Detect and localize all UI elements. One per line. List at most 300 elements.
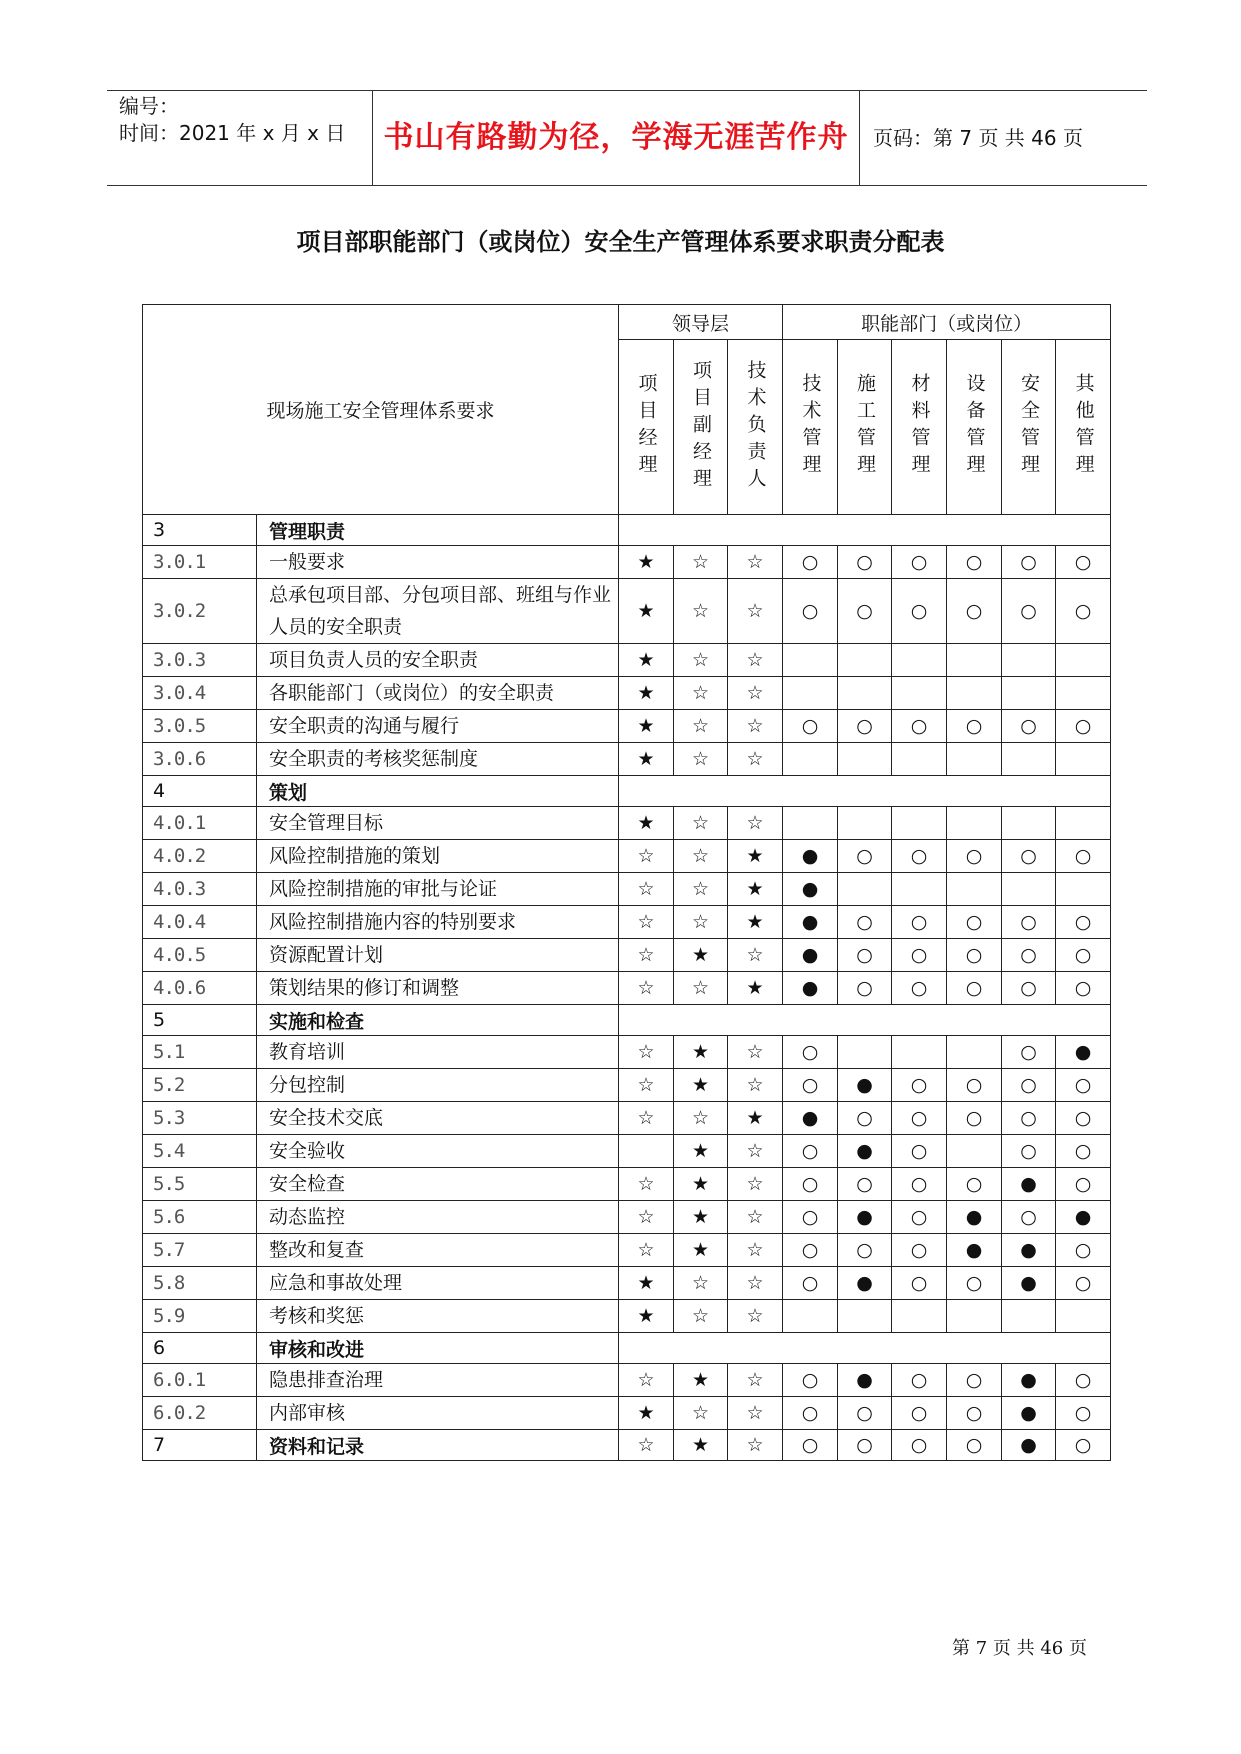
responsibility-mark: ○ xyxy=(1056,1364,1111,1397)
responsibility-mark: ○ xyxy=(892,579,947,644)
responsibility-mark: ☆ xyxy=(674,840,728,873)
responsibility-mark: ☆ xyxy=(728,1069,783,1102)
responsibility-mark: ○ xyxy=(1002,1135,1056,1168)
requirement-text: 项目负责人员的安全职责 xyxy=(257,644,619,677)
responsibility-mark: ☆ xyxy=(619,1036,674,1069)
responsibility-mark: ○ xyxy=(947,906,1002,939)
requirement-text: 一般要求 xyxy=(257,546,619,579)
responsibility-mark: ☆ xyxy=(619,939,674,972)
table-row xyxy=(143,1135,1111,1168)
responsibility-mark: ○ xyxy=(783,579,838,644)
section-title: 审核和改进 xyxy=(257,1333,619,1364)
responsibility-mark: ○ xyxy=(783,546,838,579)
responsibility-mark: ★ xyxy=(674,1135,728,1168)
table-row xyxy=(143,677,1111,710)
responsibility-mark: ★ xyxy=(619,644,674,677)
table-row xyxy=(143,710,1111,743)
responsibility-mark: ● xyxy=(783,840,838,873)
responsibility-mark: ★ xyxy=(619,710,674,743)
table-row xyxy=(143,906,1111,939)
responsibility-mark: ☆ xyxy=(674,677,728,710)
responsibility-mark: ○ xyxy=(783,1201,838,1234)
responsibility-mark: ○ xyxy=(783,1430,838,1461)
responsibility-table xyxy=(142,304,1111,1461)
responsibility-mark: ○ xyxy=(1056,906,1111,939)
responsibility-mark: ★ xyxy=(619,743,674,776)
header-motto: 书山有路勤为径，学海无涯苦作舟 xyxy=(383,120,849,155)
responsibility-mark: ☆ xyxy=(674,644,728,677)
responsibility-mark xyxy=(838,644,892,677)
responsibility-mark xyxy=(892,1036,947,1069)
section-blank xyxy=(619,1333,1111,1364)
header-divider xyxy=(859,91,860,185)
responsibility-mark xyxy=(619,1135,674,1168)
responsibility-mark: ○ xyxy=(892,1397,947,1430)
responsibility-mark: ★ xyxy=(619,1300,674,1333)
requirement-text: 隐患排查治理 xyxy=(257,1364,619,1397)
responsibility-mark xyxy=(892,807,947,840)
responsibility-mark: ★ xyxy=(674,1168,728,1201)
responsibility-mark: ○ xyxy=(1056,1069,1111,1102)
responsibility-mark: ● xyxy=(947,1234,1002,1267)
responsibility-mark: ☆ xyxy=(674,807,728,840)
responsibility-mark: ● xyxy=(838,1069,892,1102)
clause-number: 3.0.3 xyxy=(143,644,257,677)
requirement-text: 安全技术交底 xyxy=(257,1102,619,1135)
responsibility-mark xyxy=(838,677,892,710)
responsibility-mark: ○ xyxy=(838,1430,892,1461)
responsibility-mark: ☆ xyxy=(728,1234,783,1267)
responsibility-mark: ○ xyxy=(1002,939,1056,972)
table-row xyxy=(143,807,1111,840)
requirement-text: 风险控制措施内容的特别要求 xyxy=(257,906,619,939)
section-title: 实施和检查 xyxy=(257,1005,619,1036)
requirement-text: 分包控制 xyxy=(257,1069,619,1102)
responsibility-mark: ★ xyxy=(728,906,783,939)
responsibility-mark: ○ xyxy=(783,1069,838,1102)
clause-number: 5.4 xyxy=(143,1135,257,1168)
responsibility-mark: ○ xyxy=(838,579,892,644)
responsibility-mark: ○ xyxy=(947,710,1002,743)
section-title: 策划 xyxy=(257,776,619,807)
column-header: 安全管理 xyxy=(1002,340,1056,515)
requirement-text: 安全检查 xyxy=(257,1168,619,1201)
responsibility-mark xyxy=(1056,807,1111,840)
section-blank xyxy=(619,1005,1111,1036)
responsibility-mark: ☆ xyxy=(619,1234,674,1267)
responsibility-mark: ☆ xyxy=(674,546,728,579)
responsibility-mark: ☆ xyxy=(728,1300,783,1333)
clause-number: 4.0.6 xyxy=(143,972,257,1005)
table-row xyxy=(143,1036,1111,1069)
responsibility-mark: ○ xyxy=(892,939,947,972)
table-row xyxy=(143,939,1111,972)
clause-number: 3.0.1 xyxy=(143,546,257,579)
responsibility-mark xyxy=(783,743,838,776)
responsibility-mark xyxy=(1056,1300,1111,1333)
requirement-text: 动态监控 xyxy=(257,1201,619,1234)
responsibility-mark xyxy=(838,807,892,840)
section-row xyxy=(143,1005,1111,1036)
responsibility-mark: ○ xyxy=(1002,1201,1056,1234)
responsibility-mark: ○ xyxy=(892,710,947,743)
section-row xyxy=(143,1333,1111,1364)
responsibility-mark: ○ xyxy=(947,1168,1002,1201)
responsibility-mark xyxy=(892,743,947,776)
responsibility-mark: ☆ xyxy=(728,807,783,840)
responsibility-mark: ○ xyxy=(1056,1234,1111,1267)
section-row xyxy=(143,515,1111,546)
responsibility-mark: ○ xyxy=(783,1364,838,1397)
responsibility-mark: ★ xyxy=(674,1036,728,1069)
responsibility-mark: ☆ xyxy=(728,579,783,644)
responsibility-mark xyxy=(892,1300,947,1333)
responsibility-mark: ○ xyxy=(1056,840,1111,873)
responsibility-mark: ● xyxy=(1002,1234,1056,1267)
responsibility-mark: ○ xyxy=(947,1102,1002,1135)
responsibility-mark xyxy=(947,1036,1002,1069)
clause-number: 5.8 xyxy=(143,1267,257,1300)
responsibility-mark xyxy=(947,807,1002,840)
clause-number: 5.9 xyxy=(143,1300,257,1333)
responsibility-mark: ○ xyxy=(892,906,947,939)
responsibility-mark: ○ xyxy=(1056,939,1111,972)
responsibility-mark: ☆ xyxy=(674,906,728,939)
clause-number: 5 xyxy=(143,1005,257,1036)
responsibility-mark: ☆ xyxy=(728,1201,783,1234)
responsibility-mark: ○ xyxy=(1056,1102,1111,1135)
responsibility-mark: ☆ xyxy=(728,710,783,743)
responsibility-mark: ☆ xyxy=(728,546,783,579)
requirement-text: 各职能部门（或岗位）的安全职责 xyxy=(257,677,619,710)
responsibility-mark: ○ xyxy=(947,1397,1002,1430)
responsibility-mark: ☆ xyxy=(674,1300,728,1333)
responsibility-mark: ○ xyxy=(783,1397,838,1430)
table-row xyxy=(143,1397,1111,1430)
requirement-header: 现场施工安全管理体系要求 xyxy=(143,305,619,515)
responsibility-mark: ● xyxy=(1002,1168,1056,1201)
responsibility-mark: ○ xyxy=(1002,906,1056,939)
responsibility-mark: ☆ xyxy=(619,1430,674,1461)
responsibility-mark: ☆ xyxy=(728,1364,783,1397)
responsibility-mark: ★ xyxy=(728,972,783,1005)
responsibility-mark: ○ xyxy=(1056,710,1111,743)
responsibility-mark: ○ xyxy=(1056,1430,1111,1461)
requirement-text: 应急和事故处理 xyxy=(257,1267,619,1300)
responsibility-mark: ○ xyxy=(1002,1069,1056,1102)
section-blank xyxy=(619,776,1111,807)
responsibility-mark: ○ xyxy=(892,1267,947,1300)
responsibility-mark: ☆ xyxy=(728,1168,783,1201)
responsibility-mark: ● xyxy=(1002,1397,1056,1430)
column-header: 项目经理 xyxy=(619,340,674,515)
responsibility-mark: ☆ xyxy=(674,743,728,776)
clause-number: 6.0.2 xyxy=(143,1397,257,1430)
clause-number: 7 xyxy=(143,1430,257,1461)
clause-number: 4.0.4 xyxy=(143,906,257,939)
responsibility-mark: ☆ xyxy=(728,677,783,710)
responsibility-mark: ☆ xyxy=(728,1135,783,1168)
column-header: 其他管理 xyxy=(1056,340,1111,515)
responsibility-mark: ● xyxy=(783,906,838,939)
responsibility-mark: ★ xyxy=(619,1267,674,1300)
responsibility-mark: ○ xyxy=(783,1168,838,1201)
responsibility-mark: ○ xyxy=(838,1234,892,1267)
responsibility-mark: ○ xyxy=(1002,972,1056,1005)
responsibility-mark: ○ xyxy=(783,1267,838,1300)
responsibility-mark: ☆ xyxy=(728,939,783,972)
responsibility-mark: ○ xyxy=(1056,579,1111,644)
responsibility-mark: ★ xyxy=(728,840,783,873)
table-row xyxy=(143,1102,1111,1135)
responsibility-mark xyxy=(838,1300,892,1333)
clause-number: 4.0.3 xyxy=(143,873,257,906)
clause-number: 6 xyxy=(143,1333,257,1364)
requirement-text: 教育培训 xyxy=(257,1036,619,1069)
table-row xyxy=(143,1364,1111,1397)
responsibility-mark: ○ xyxy=(892,840,947,873)
responsibility-mark xyxy=(783,677,838,710)
responsibility-mark: ○ xyxy=(783,710,838,743)
responsibility-mark: ● xyxy=(783,939,838,972)
responsibility-mark: ☆ xyxy=(728,1036,783,1069)
responsibility-mark xyxy=(1056,644,1111,677)
responsibility-mark: ○ xyxy=(838,906,892,939)
requirement-text: 考核和奖惩 xyxy=(257,1300,619,1333)
responsibility-mark: ○ xyxy=(838,1168,892,1201)
responsibility-mark: ☆ xyxy=(619,1069,674,1102)
responsibility-mark: ○ xyxy=(1056,546,1111,579)
responsibility-mark: ★ xyxy=(619,1397,674,1430)
responsibility-mark: ● xyxy=(1056,1201,1111,1234)
column-header: 项目副经理 xyxy=(674,340,728,515)
responsibility-mark: ○ xyxy=(892,972,947,1005)
responsibility-mark: ★ xyxy=(674,1069,728,1102)
responsibility-mark: ○ xyxy=(838,972,892,1005)
responsibility-mark: ○ xyxy=(892,1102,947,1135)
document-title: 项目部职能部门（或岗位）安全生产管理体系要求职责分配表 xyxy=(296,228,945,256)
column-header: 施工管理 xyxy=(838,340,892,515)
clause-number: 5.2 xyxy=(143,1069,257,1102)
responsibility-mark: ● xyxy=(947,1201,1002,1234)
responsibility-mark xyxy=(1056,677,1111,710)
group-header-leadership: 领导层 xyxy=(619,305,783,340)
responsibility-mark xyxy=(1002,1300,1056,1333)
responsibility-mark: ○ xyxy=(1002,1102,1056,1135)
table-row xyxy=(143,1168,1111,1201)
responsibility-mark: ☆ xyxy=(674,710,728,743)
table-row xyxy=(143,743,1111,776)
serial-label: 编号： xyxy=(119,94,179,118)
requirement-text: 资源配置计划 xyxy=(257,939,619,972)
column-header: 设备管理 xyxy=(947,340,1002,515)
responsibility-mark: ● xyxy=(783,1102,838,1135)
clause-number: 5.7 xyxy=(143,1234,257,1267)
table-row xyxy=(143,972,1111,1005)
responsibility-mark: ○ xyxy=(1056,972,1111,1005)
responsibility-mark: ☆ xyxy=(619,1201,674,1234)
responsibility-mark xyxy=(1056,743,1111,776)
requirement-text: 风险控制措施的策划 xyxy=(257,840,619,873)
table-row xyxy=(143,1300,1111,1333)
clause-number: 3.0.6 xyxy=(143,743,257,776)
requirement-text: 总承包项目部、分包项目部、班组与作业人员的安全职责 xyxy=(257,579,619,644)
requirement-text: 策划结果的修订和调整 xyxy=(257,972,619,1005)
table-row xyxy=(143,1234,1111,1267)
responsibility-mark: ○ xyxy=(1056,1267,1111,1300)
responsibility-mark: ○ xyxy=(947,1364,1002,1397)
responsibility-mark xyxy=(947,743,1002,776)
responsibility-mark: ☆ xyxy=(728,644,783,677)
responsibility-mark: ★ xyxy=(619,677,674,710)
responsibility-mark: ★ xyxy=(728,1102,783,1135)
responsibility-mark: ☆ xyxy=(619,1102,674,1135)
table-row xyxy=(143,579,1111,644)
responsibility-mark: ○ xyxy=(838,1102,892,1135)
responsibility-mark: ○ xyxy=(947,840,1002,873)
responsibility-mark xyxy=(783,644,838,677)
responsibility-mark: ○ xyxy=(838,840,892,873)
responsibility-mark: ○ xyxy=(892,1430,947,1461)
responsibility-mark: ☆ xyxy=(619,873,674,906)
responsibility-mark: ☆ xyxy=(619,972,674,1005)
table-row xyxy=(143,1201,1111,1234)
responsibility-mark: ☆ xyxy=(619,840,674,873)
responsibility-mark xyxy=(1002,807,1056,840)
clause-number: 3.0.4 xyxy=(143,677,257,710)
table-row xyxy=(143,1267,1111,1300)
responsibility-mark: ☆ xyxy=(674,873,728,906)
responsibility-mark xyxy=(838,1036,892,1069)
responsibility-mark xyxy=(838,873,892,906)
group-header-departments: 职能部门（或岗位） xyxy=(783,305,1111,340)
responsibility-mark: ☆ xyxy=(674,1267,728,1300)
responsibility-mark: ★ xyxy=(674,1201,728,1234)
responsibility-mark: ● xyxy=(1002,1430,1056,1461)
responsibility-mark xyxy=(838,743,892,776)
requirement-text: 内部审核 xyxy=(257,1397,619,1430)
responsibility-mark: ★ xyxy=(674,939,728,972)
clause-number: 4.0.5 xyxy=(143,939,257,972)
responsibility-mark: ☆ xyxy=(619,906,674,939)
responsibility-mark: ☆ xyxy=(674,579,728,644)
responsibility-mark xyxy=(947,873,1002,906)
responsibility-mark xyxy=(783,807,838,840)
responsibility-mark: ○ xyxy=(892,1234,947,1267)
clause-number: 3 xyxy=(143,515,257,546)
responsibility-mark xyxy=(1002,677,1056,710)
responsibility-mark: ● xyxy=(838,1267,892,1300)
table-row xyxy=(143,873,1111,906)
requirement-text: 安全职责的沟通与履行 xyxy=(257,710,619,743)
section-row xyxy=(143,1430,1111,1461)
section-blank xyxy=(619,515,1111,546)
clause-number: 4.0.1 xyxy=(143,807,257,840)
responsibility-mark: ○ xyxy=(1002,1036,1056,1069)
requirement-text: 安全验收 xyxy=(257,1135,619,1168)
responsibility-mark: ☆ xyxy=(674,1397,728,1430)
responsibility-mark: ○ xyxy=(1056,1168,1111,1201)
header-meta xyxy=(119,91,369,185)
responsibility-mark xyxy=(1002,873,1056,906)
responsibility-mark: ○ xyxy=(838,939,892,972)
responsibility-mark: ○ xyxy=(947,939,1002,972)
clause-number: 6.0.1 xyxy=(143,1364,257,1397)
responsibility-mark: ○ xyxy=(1002,579,1056,644)
responsibility-mark: ★ xyxy=(674,1234,728,1267)
responsibility-mark: ○ xyxy=(783,1036,838,1069)
responsibility-mark: ● xyxy=(783,972,838,1005)
responsibility-mark: ○ xyxy=(783,1135,838,1168)
responsibility-mark: ☆ xyxy=(674,1102,728,1135)
responsibility-mark xyxy=(1002,743,1056,776)
responsibility-mark: ○ xyxy=(892,1069,947,1102)
responsibility-mark: ★ xyxy=(619,546,674,579)
requirement-text: 整改和复查 xyxy=(257,1234,619,1267)
responsibility-mark: ○ xyxy=(1056,1135,1111,1168)
responsibility-mark: ○ xyxy=(1002,546,1056,579)
column-header: 技术管理 xyxy=(783,340,838,515)
responsibility-mark: ★ xyxy=(674,1364,728,1397)
responsibility-mark: ○ xyxy=(892,1364,947,1397)
responsibility-mark: ☆ xyxy=(728,743,783,776)
responsibility-mark xyxy=(892,644,947,677)
requirement-text: 安全管理目标 xyxy=(257,807,619,840)
column-header: 技术负责人 xyxy=(728,340,783,515)
clause-number: 3.0.5 xyxy=(143,710,257,743)
column-header: 材料管理 xyxy=(892,340,947,515)
responsibility-mark xyxy=(947,1300,1002,1333)
responsibility-mark: ● xyxy=(1056,1036,1111,1069)
responsibility-mark: ● xyxy=(838,1135,892,1168)
responsibility-mark xyxy=(892,873,947,906)
responsibility-mark: ● xyxy=(783,873,838,906)
responsibility-mark: ○ xyxy=(892,1135,947,1168)
responsibility-mark xyxy=(892,677,947,710)
requirement-text: 安全职责的考核奖惩制度 xyxy=(257,743,619,776)
section-title: 资料和记录 xyxy=(257,1430,619,1461)
section-row xyxy=(143,776,1111,807)
responsibility-mark: ★ xyxy=(728,873,783,906)
header-page-number: 页码：第 7 页 共 46 页 xyxy=(873,126,1083,150)
responsibility-mark: ○ xyxy=(892,1168,947,1201)
time-label: 时间：2021 年 x 月 x 日 xyxy=(119,121,346,145)
table-row xyxy=(143,1069,1111,1102)
responsibility-mark: ○ xyxy=(947,1267,1002,1300)
clause-number: 5.6 xyxy=(143,1201,257,1234)
responsibility-mark: ★ xyxy=(619,579,674,644)
responsibility-mark: ○ xyxy=(947,579,1002,644)
responsibility-mark: ● xyxy=(1002,1364,1056,1397)
clause-number: 5.3 xyxy=(143,1102,257,1135)
table-row xyxy=(143,546,1111,579)
responsibility-mark xyxy=(783,1300,838,1333)
responsibility-mark: ☆ xyxy=(619,1364,674,1397)
responsibility-mark xyxy=(1002,644,1056,677)
responsibility-mark: ● xyxy=(838,1364,892,1397)
table-row xyxy=(143,644,1111,677)
clause-number: 4 xyxy=(143,776,257,807)
clause-number: 3.0.2 xyxy=(143,579,257,644)
responsibility-mark: ☆ xyxy=(674,972,728,1005)
responsibility-mark xyxy=(1056,873,1111,906)
responsibility-mark xyxy=(947,644,1002,677)
responsibility-mark: ○ xyxy=(783,1234,838,1267)
responsibility-mark: ○ xyxy=(947,546,1002,579)
responsibility-mark: ○ xyxy=(947,1430,1002,1461)
responsibility-mark xyxy=(947,1135,1002,1168)
requirement-text: 风险控制措施的审批与论证 xyxy=(257,873,619,906)
